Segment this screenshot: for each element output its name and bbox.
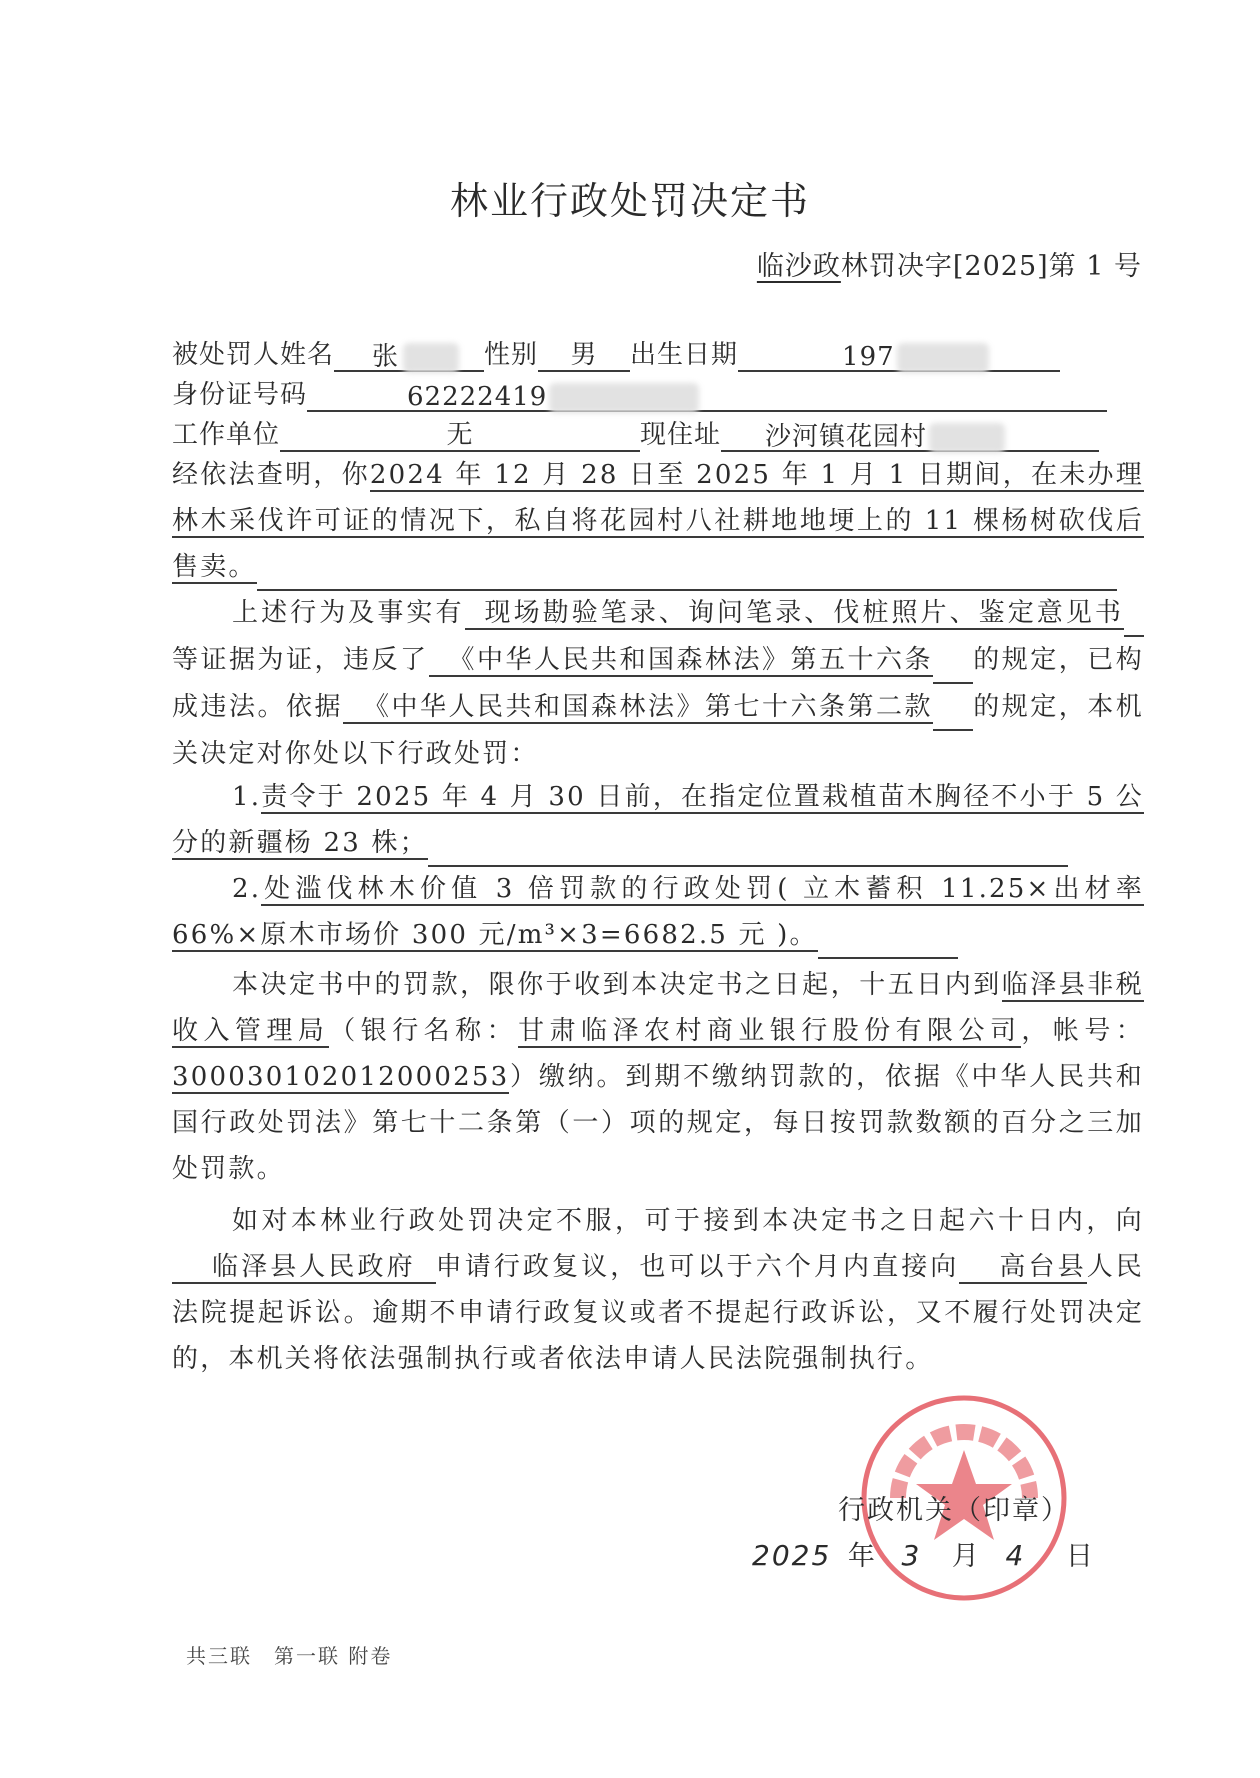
party-id-row (172, 378, 1142, 412)
work-field: 无 (280, 418, 640, 452)
facts-paragraph (172, 452, 1144, 591)
name-field (334, 340, 484, 372)
court-name: 高台县 (959, 1252, 1086, 1284)
gender-field: 男 (538, 338, 630, 372)
fill-line (818, 927, 958, 959)
fill-line (428, 835, 1068, 867)
date-day: 4 (1005, 1539, 1026, 1572)
doc-number-prefix: 临沙政 (756, 251, 841, 282)
account-number: 300030102012000253 (172, 1062, 510, 1092)
facts-intro: 经依法查明，你 (172, 460, 370, 490)
birth-field (738, 340, 1060, 372)
payment-paragraph (172, 962, 1144, 1192)
name-label: 被处罚人姓名 (172, 340, 335, 370)
facts-detail: 2024 年 12 月 28 日至 2025 年 1 月 1 日期间，在未办理林木采伐许可证的情况下，私自将花园村八社耕地地埂上的 11 棵杨树砍伐后售卖。 (172, 460, 1144, 582)
party-name-row (172, 338, 1142, 372)
signature-date (752, 1534, 1095, 1573)
id-label: 身份证号码 (172, 380, 308, 410)
evidence-mid: 等证据为证，违反了 (172, 645, 429, 675)
penalty-item-2 (172, 866, 1144, 959)
name-value: 张 (372, 342, 400, 372)
redacted-blur (403, 343, 459, 373)
authority-seal-label: 行政机关（印章） (838, 1495, 1070, 1526)
address-value: 沙河镇花园村 (765, 422, 928, 452)
evidence-tail1: 的规定，已构成违法。依据 (172, 645, 1144, 722)
appeal-text-1: 如对本林业行政处罚决定不服，可于接到本决定书之日起六十日内，向 (232, 1206, 1144, 1236)
fill-line (257, 559, 1117, 591)
payment-bureau: 临泽县非税收入管理局 (172, 970, 1144, 1046)
evidence-paragraph (172, 590, 1144, 777)
appeal-text-2: 申请行政复议，也可以于六个月内直接向 (435, 1252, 960, 1282)
penalty-text: 处滥伐林木价值 3 倍罚款的行政处罚( 立木蓄积 11.25×出材率 66%×原木市场价 300 元/m³×3=6682.5 元 )。 (172, 874, 1144, 950)
redacted-blur (549, 383, 699, 413)
id-field (307, 380, 1107, 412)
penalty-item-1 (172, 774, 1144, 867)
address-field (721, 420, 1099, 452)
basis-law: 《中华人民共和国森林法》第七十六条第二款 (343, 692, 933, 724)
evidence-tail2: 的规定，本机关决定对你处以下行政处罚： (172, 692, 1144, 769)
review-organization: 临泽县人民政府 (172, 1252, 436, 1284)
appeal-text-3: 人民法院提起诉讼。逾期不申请行政复议或者不提起行政诉讼，又不履行处罚决定的，本机关将依法强制执行或者依法申请人民法院强制执行。 (172, 1252, 1144, 1374)
evidence-items: 现场勘验笔录、询问笔录、伐桩照片、鉴定意见书 (465, 598, 1124, 630)
date-year: 2025 (752, 1539, 832, 1572)
redacted-blur (929, 423, 1005, 453)
document-number (757, 244, 1142, 283)
party-work-row (172, 418, 1142, 452)
document-title: 林业行政处罚决定书 (449, 179, 810, 223)
penalty-number: 2. (232, 874, 262, 904)
fill-line (1124, 605, 1144, 637)
address-label: 现住址 (640, 420, 722, 450)
bank-label: （银行名称： (329, 1016, 519, 1046)
id-value: 62222419 (407, 382, 548, 412)
gender-label: 性别 (484, 340, 539, 370)
month-unit: 月 (951, 1541, 981, 1572)
bank-name: 甘肃临泽农村商业银行股份有限公司 (518, 1016, 1022, 1046)
fill-line (933, 652, 973, 684)
violated-law: 《中华人民共和国森林法》第五十六条 (429, 645, 934, 677)
doc-number-rest: 林罚决字[2025]第 1 号 (840, 251, 1142, 282)
day-unit: 日 (1065, 1541, 1095, 1572)
birth-value: 197 (842, 342, 895, 372)
year-unit: 年 (847, 1541, 877, 1572)
penalty-number: 1. (232, 782, 262, 812)
date-month: 3 (901, 1539, 922, 1572)
penalty-text: 责令于 2025 年 4 月 30 日前，在指定位置栽植苗木胸径不小于 5 公分的新疆杨 23 株； (172, 782, 1144, 858)
payment-text-2: ）缴纳。到期不缴纳罚款的，依据《中华人民共和国行政处罚法》第七十二条第（一）项的规定，每日按罚款数额的百分之三加处罚款。 (172, 1062, 1144, 1184)
work-label: 工作单位 (172, 420, 281, 450)
account-label: ，帐号： (1021, 1016, 1144, 1046)
payment-text-1: 本决定书中的罚款，限你于收到本决定书之日起，十五日内到 (232, 970, 1002, 1000)
birth-label: 出生日期 (630, 340, 739, 370)
copy-note: 共三联 第一联 附卷 (186, 1644, 393, 1668)
redacted-blur (897, 343, 989, 373)
fill-line (933, 699, 973, 731)
appeal-paragraph (172, 1198, 1144, 1382)
evidence-lead: 上述行为及事实有 (232, 598, 465, 628)
